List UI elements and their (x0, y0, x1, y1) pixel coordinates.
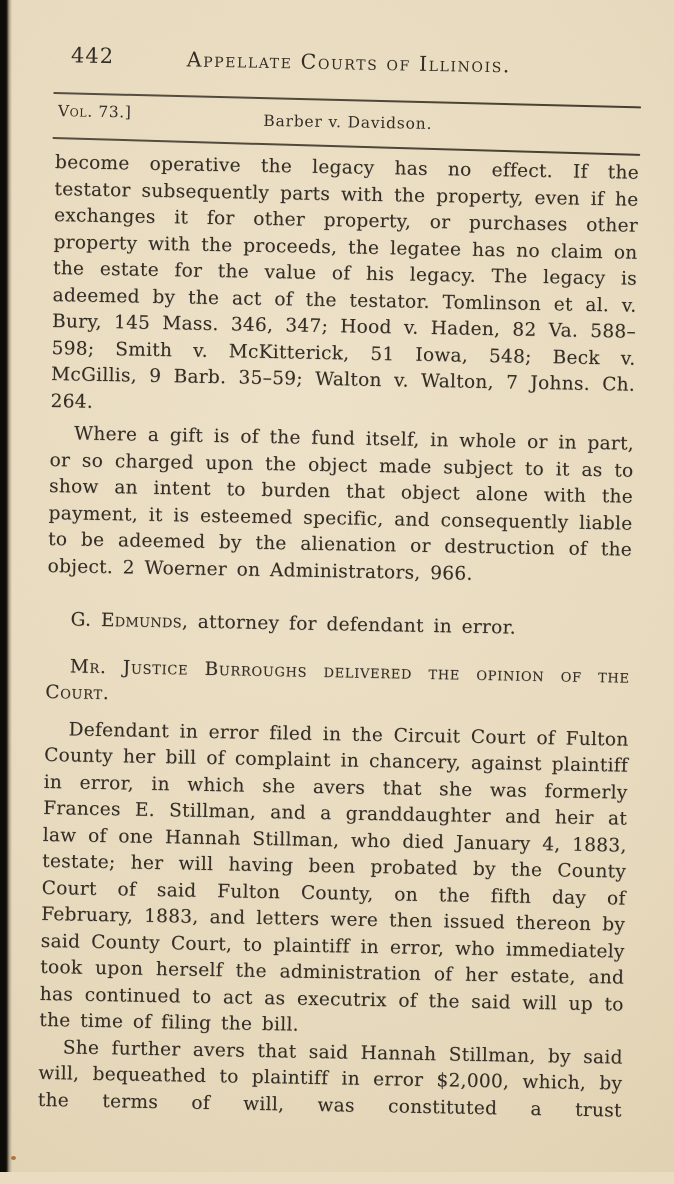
opinion-heading: Mr. Justice Burroughs delivered the opinion of the Court. (45, 655, 630, 705)
paper-speck (11, 1156, 16, 1160)
paragraph-specific-legacy: Where a gift is of the fund itself, in whole or in part, or so charged upon the object made subject to it as to show an intent to burden that object alone with the payment, it is esteemed specific, and consequently liable to be adeemed by the alienation or destruction of the object. 2 Woerner on Administrators, 966. (47, 423, 635, 585)
paragraph-bequest: She further avers that said Hannah Stillman, by said will, bequeathed to plaintiff in error $2,000, which, by the terms of will, was constituted a trust (37, 1036, 623, 1122)
book-gutter-shadow (0, 0, 12, 1172)
running-head: Appellate Courts of Illinois. (186, 47, 512, 78)
attorney-line (46, 607, 630, 644)
opinion-body (38, 150, 640, 1125)
paragraph-ademption-citations: become operative the legacy has no effect. If the testator subsequently parts with the property, even if he exchanges it for other property, or purchases other property with the proceeds, the legatee has no claim on the estate for the value of his legacy. The legacy is adeemed by the act of the testator. Tomlinson et al. v. Bury, 145 Mass. 346, 347; Hood v. Haden, 82 Va. 588–598; Smith v. McKitterick, 51 Iowa, 548; Beck v. McGillis, 9 Barb. 35–59; Walton v. Walton, 7 Johns. Ch. 264. (50, 152, 640, 413)
page-number: 442 (70, 43, 115, 69)
header-rule-top (53, 92, 641, 108)
attorney-line-rest: , attorney for defendant in error. (181, 611, 517, 639)
volume-label: Vol. 73.] (57, 102, 132, 122)
case-title: Barber v. Davidson. (263, 111, 433, 133)
attorney-name: G. Edmunds (70, 609, 183, 633)
paragraph-bill-of-complaint: Defendant in error filed in the Circuit Court of Fulton County her bill of complaint in chancery, against plaintiff in error, in which she avers that she was formerly Frances E. Stillman, and a granddaughter and heir at law of one Hannah Stillman, who died January 4, 1883, testate; her will having been probated by the County Court of said Fulton County, on the fifth day of February, 1883, and letters were then issued thereon by said County Court, to plaintiff in error, who immediately took upon herself the administration of her estate, and has continued to act as executrix of the said will up to the time of filing the bill. (39, 718, 629, 1036)
